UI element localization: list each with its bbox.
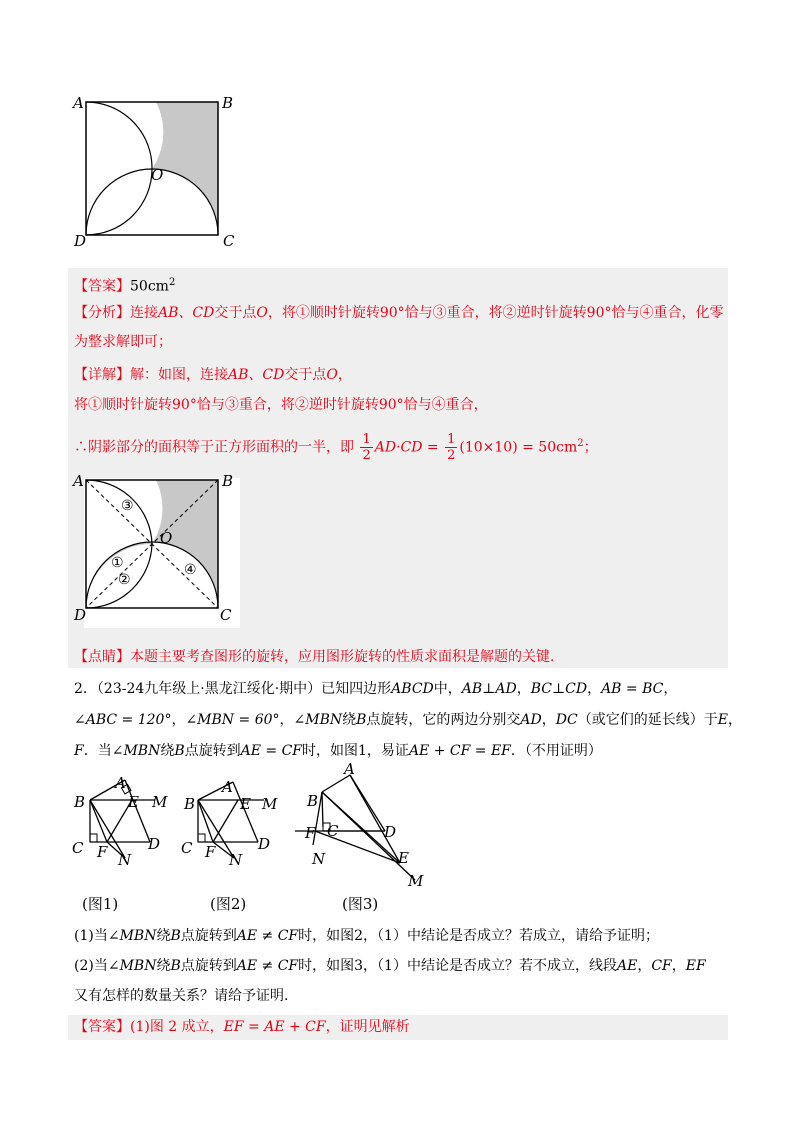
q2-line-3: F．当∠MBN绕B点旋转到AE = CF时，如图1，易证AE + CF = EF．（不用证明） [74, 743, 602, 759]
fig2-label-D: D [258, 835, 271, 853]
fraction-half-1: $\frac{1}{2}$ [362, 432, 371, 464]
fraction-half-2: $\frac{1}{2}$ [447, 432, 456, 464]
point-line: 【点睛】本题主要考查图形的旋转，应用图形旋转的性质求面积是解题的关键. [74, 649, 555, 665]
fig3-label-F: F [305, 824, 316, 842]
fig1-caption: (图1) [82, 895, 119, 913]
analysis-line-1: 【分析】连接AB、CD交于点O，将①顺时针旋转90°恰与③重合，将②逆时针旋转90°恰与④重合，化零 [74, 305, 724, 321]
fig1-label-F: F [97, 843, 108, 861]
region-4-marker: ④ [184, 562, 197, 578]
label-C: C [223, 232, 235, 250]
q2-line-2: ∠ABC = 120°，∠MBN = 60°，∠MBN绕B点旋转，它的两边分别交AD，DC（或它们的延长线）于E， [74, 712, 742, 728]
analysis-line-2: 为整求解即可； [74, 334, 172, 350]
q2-sub-1: (1)当∠MBN绕B点旋转到AE ≠ CF时，如图2，（1）中结论是否成立？若成立，请给予证明； [74, 928, 659, 944]
region-2-marker: ② [118, 572, 131, 588]
fig3-label-A: A [344, 760, 355, 778]
detail-line-1: 【详解】解：如图，连接AB、CD交于点O， [74, 367, 352, 383]
q2-sub-2: (2)当∠MBN绕B点旋转到AE ≠ CF时，如图3，（1）中结论是否成立？若不成立，线段AE，CF，EF [74, 958, 706, 974]
label-A-2: A [73, 472, 84, 490]
fig3-label-N: N [312, 850, 326, 868]
q2-sub-2-cont: 又有怎样的数量关系？请给予证明. [74, 988, 289, 1004]
fig2-label-A: A [222, 778, 233, 796]
fig2-caption: (图2) [210, 895, 247, 913]
label-B-2: B [222, 472, 234, 490]
square-figure-solution [70, 470, 240, 630]
fig1-label-D: D [148, 835, 161, 853]
label-B: B [222, 94, 234, 112]
label-D: D [74, 232, 87, 250]
label-D-2: D [74, 606, 87, 624]
fig3-label-B: B [307, 792, 319, 810]
label-A: A [73, 94, 84, 112]
region-1-marker: ① [111, 555, 124, 571]
fig1-label-N: N [118, 851, 132, 869]
answer2-line: 【答案】(1)图 2 成立，EF = AE + CF，证明见解析 [74, 1019, 410, 1035]
fig2-label-C: C [181, 839, 193, 857]
label-O: O [151, 166, 164, 184]
fig3-label-M: M [408, 872, 424, 890]
fig2-label-E: E [240, 795, 251, 813]
fig3-caption: (图3) [342, 895, 379, 913]
fig2-label-N: N [229, 851, 243, 869]
fig2-label-M: M [262, 795, 278, 813]
q2-line-1: 2．（23-24九年级上·黑龙江绥化·期中）已知四边形ABCD中，AB⊥AD，BC⊥CD，AB = BC， [74, 681, 678, 697]
fig1-label-C: C [72, 839, 84, 857]
fig1-label-E: E [128, 793, 139, 811]
region-3-marker: ③ [121, 498, 134, 514]
label-O-2: O [160, 529, 173, 547]
fig1-label-A: A [115, 774, 126, 792]
fig2-label-B: B [184, 795, 196, 813]
answer-line-1: 【答案】$50cm^2$ [74, 277, 176, 295]
fig1-label-B: B [74, 793, 86, 811]
fig3-label-E: E [398, 849, 409, 867]
label-C-2: C [220, 606, 232, 624]
fig3-label-D: D [384, 823, 397, 841]
fig1-label-M: M [152, 793, 168, 811]
detail-line-3: ∴阴影部分的面积等于正方形面积的一半，即 $\frac{1}{2}$ AD·CD = $\frac{1}{2}$ $(10\times 10) = 50cm^2$； [74, 432, 598, 464]
fig2-label-F: F [205, 843, 216, 861]
detail-line-2: 将①顺时针旋转90°恰与③重合，将②逆时针旋转90°恰与④重合， [74, 397, 488, 413]
fig3-label-C: C [327, 822, 339, 840]
